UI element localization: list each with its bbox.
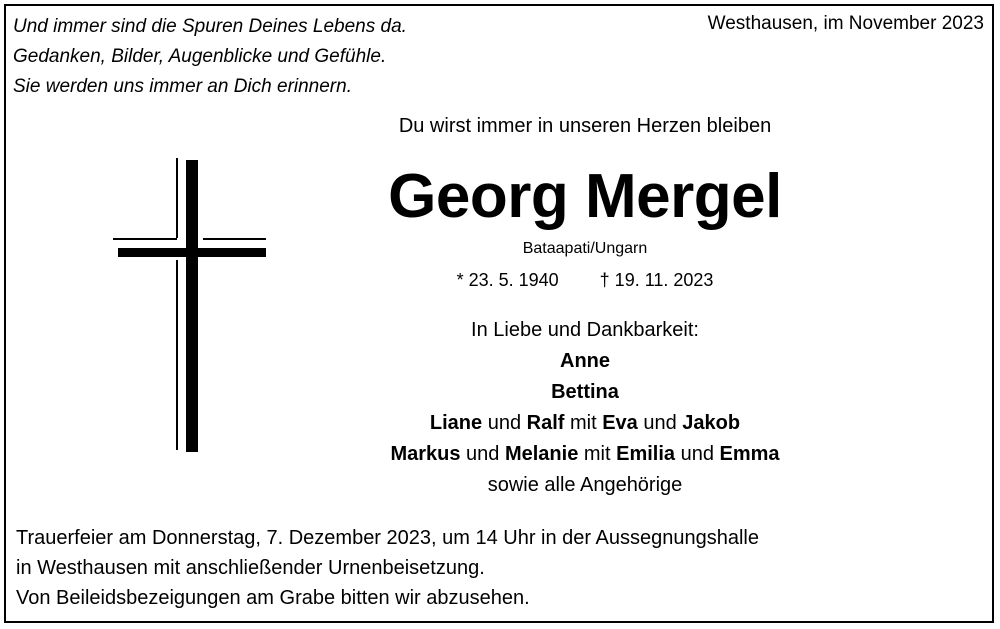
verse (13, 12, 407, 102)
place-date: Westhausen, im November 2023 (707, 13, 984, 34)
motto: Du wirst immer in unseren Herzen bleiben (398, 115, 772, 137)
birth-date: * 23. 5. 1940 (456, 270, 559, 290)
funeral-notice (16, 523, 759, 613)
mourners (330, 315, 840, 501)
mourners-closing: sowie alle Angehörige (487, 474, 683, 496)
verse-line-1: Und immer sind die Spuren Deines Lebens da. (13, 16, 407, 37)
life-dates (330, 270, 840, 291)
death-date: † 19. 11. 2023 (599, 270, 714, 290)
notice-line-1: Trauerfeier am Donnerstag, 7. Dezember 2023, um 14 Uhr in der Aussegnungshalle (16, 527, 759, 549)
cross-icon (100, 150, 280, 460)
notice-line-3: Von Beileidsbezeigungen am Grabe bitten wir abzusehen. (16, 587, 530, 609)
verse-line-3: Sie werden uns immer an Dich erinnern. (13, 76, 352, 97)
mourner-bettina: Bettina (551, 381, 619, 403)
mourner-anne: Anne (560, 350, 610, 372)
notice-line-2: in Westhausen mit anschließender Urnenbeisetzung. (16, 557, 485, 579)
mourner-line-4: Markus und Melanie mit Emilia und Emma (390, 443, 780, 465)
deceased-name: Georg Mergel (388, 162, 782, 231)
origin: Bataapati/Ungarn (522, 240, 648, 257)
mourners-intro: In Liebe und Dankbarkeit: (471, 319, 699, 341)
mourner-line-3: Liane und Ralf mit Eva und Jakob (429, 412, 741, 434)
verse-line-2: Gedanken, Bilder, Augenblicke und Gefühle. (13, 46, 387, 67)
